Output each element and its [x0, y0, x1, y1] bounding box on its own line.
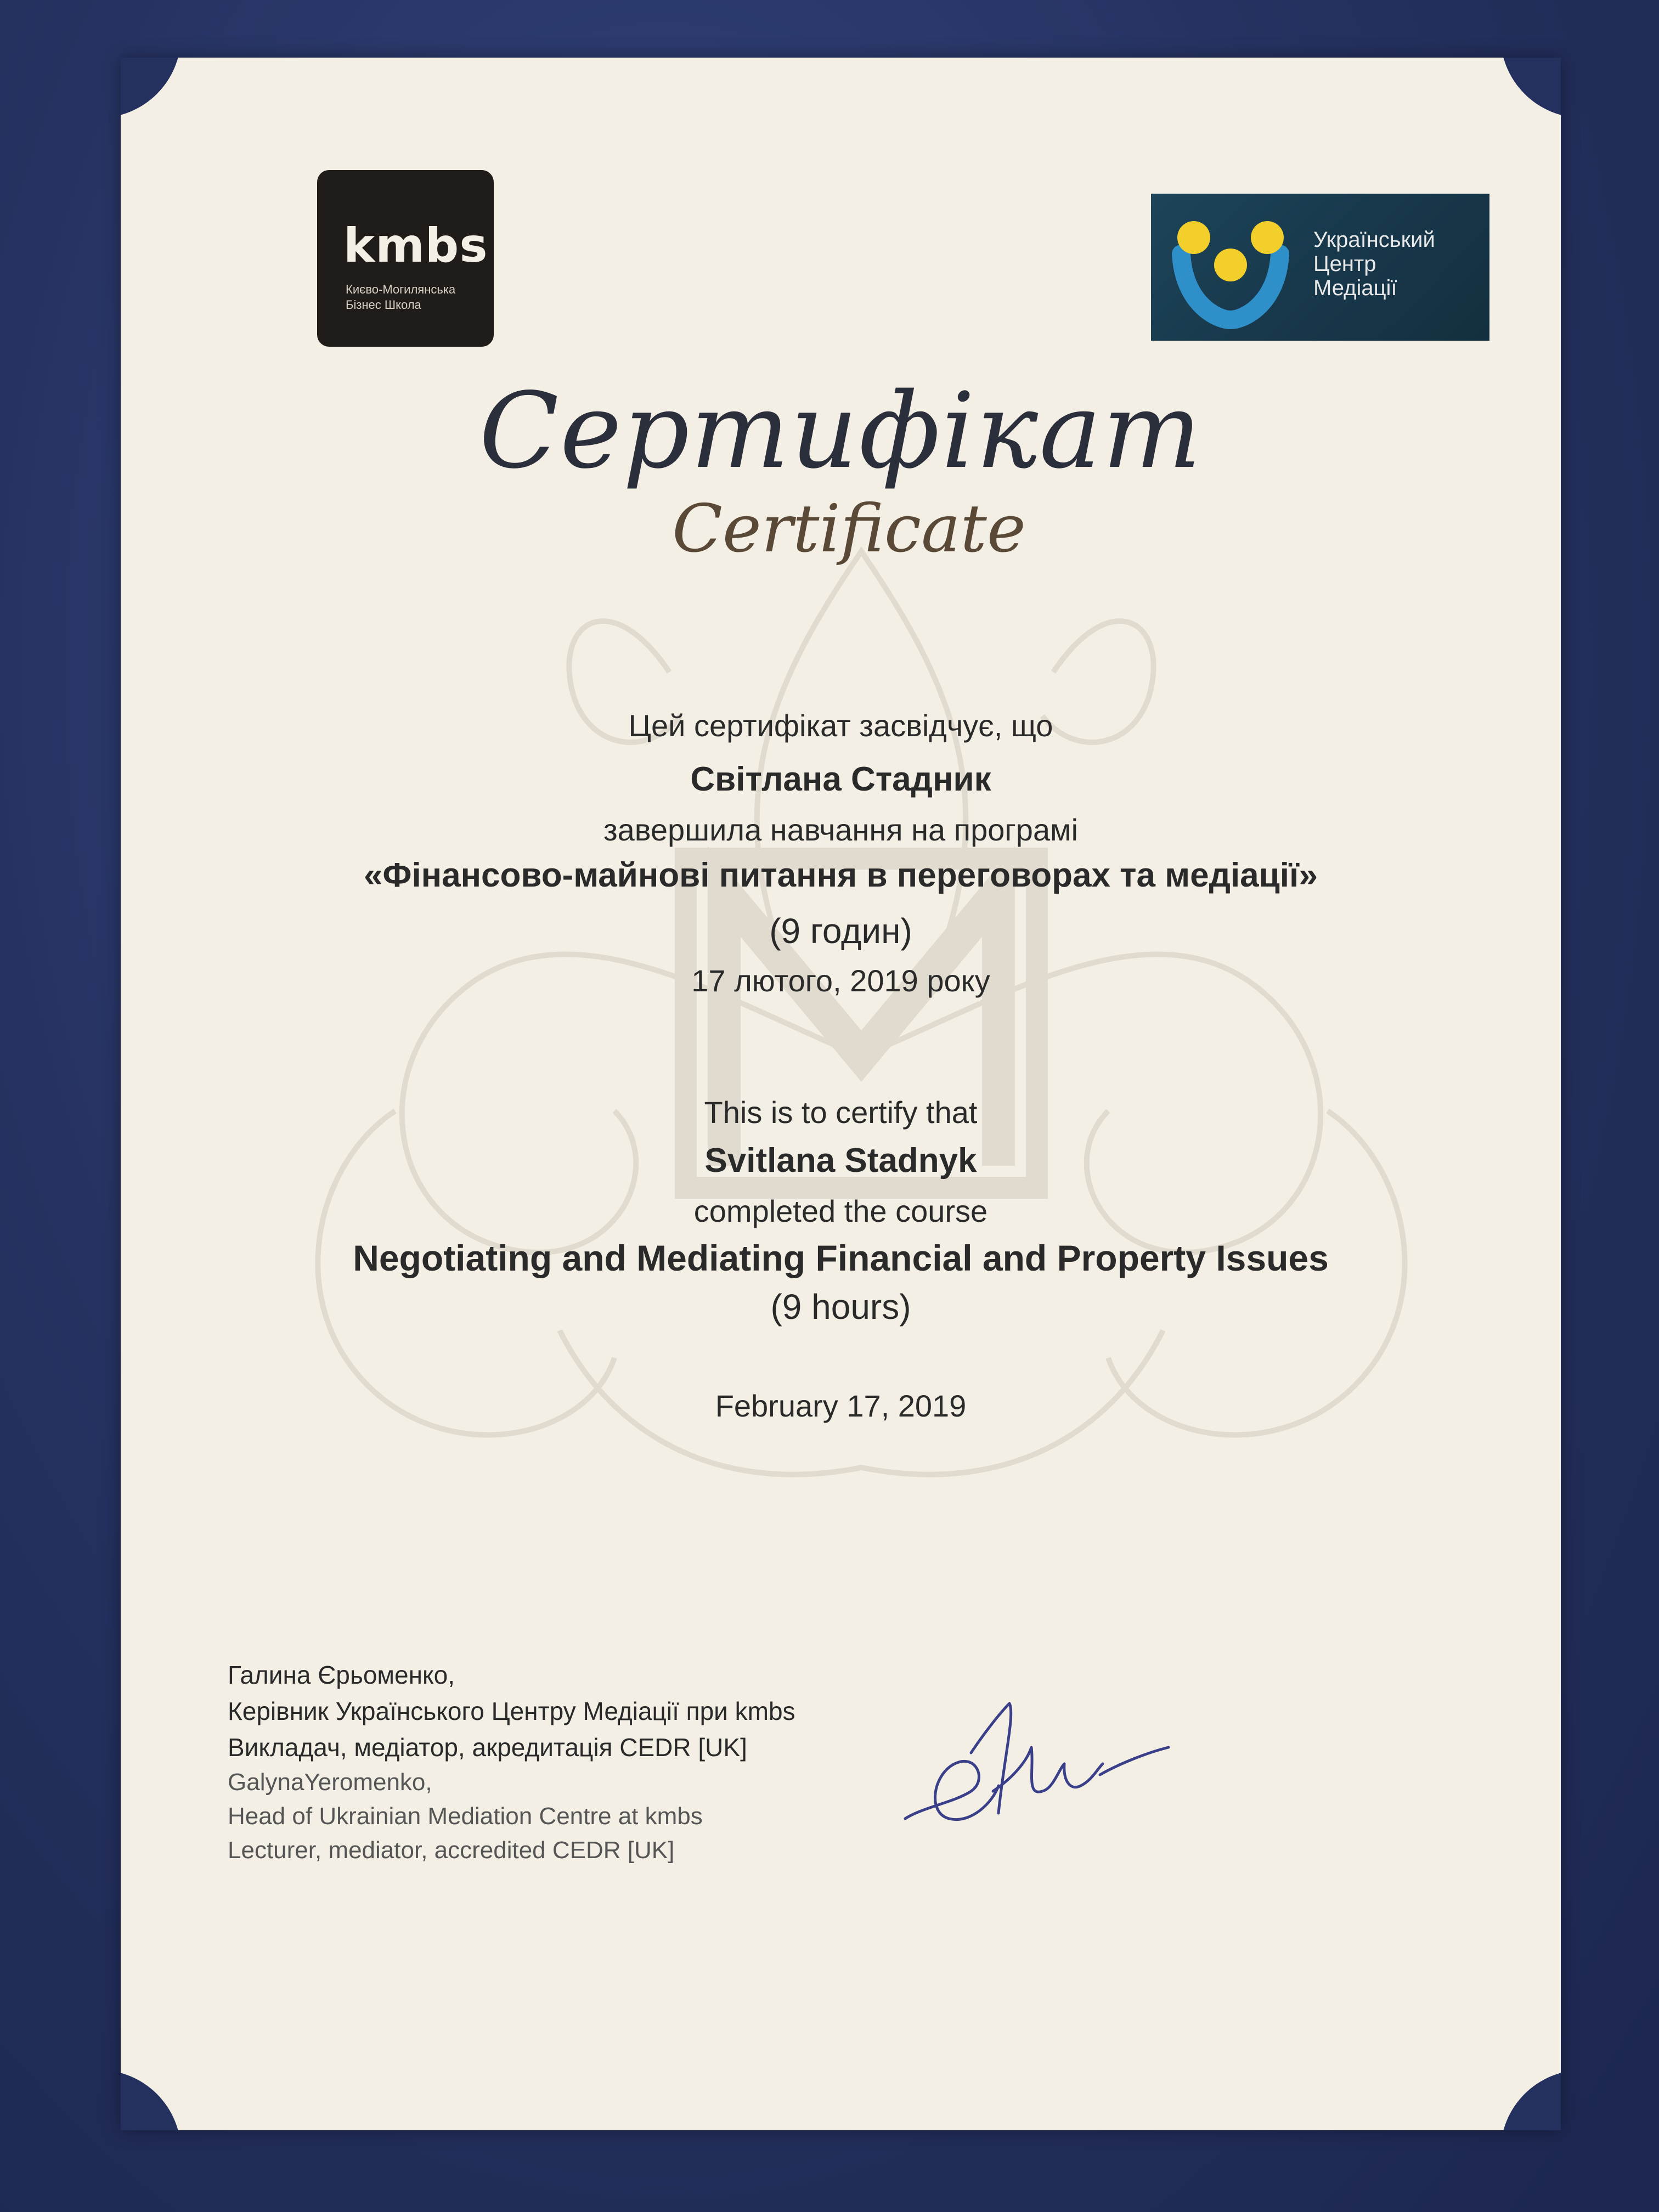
ucm-logo	[1151, 194, 1489, 341]
en-program-title: Negotiating and Mediating Financial and Property Issues	[353, 1238, 1329, 1278]
signer-name-en: GalynaYeromenko,	[228, 1769, 432, 1796]
ucm-line3: Медіації	[1313, 276, 1397, 300]
ucm-line2: Центр	[1313, 252, 1376, 276]
en-completed-text: completed the course	[693, 1194, 988, 1228]
ucm-line1: Український	[1313, 228, 1435, 252]
en-recipient-name: Svitlana Stadnyk	[704, 1142, 977, 1180]
ucm-logo-text	[1313, 228, 1483, 300]
certificate-paper	[121, 58, 1561, 2130]
en-duration: (9 hours)	[770, 1287, 911, 1327]
corner-tab-top-right	[1500, 58, 1561, 118]
ua-completed-text: завершила навчання на програмі	[603, 812, 1079, 847]
signer-name-ua: Галина Єрьоменко,	[228, 1661, 455, 1689]
ua-duration: (9 годин)	[769, 911, 912, 951]
title-ukrainian: Сертифікат	[479, 370, 1203, 492]
signer-block	[228, 1657, 941, 1867]
watermark-ornament	[230, 507, 1492, 1605]
title-english: Certificate	[672, 491, 1026, 567]
corner-tab-bottom-left	[121, 2070, 181, 2130]
handwritten-signature	[889, 1681, 1174, 1868]
ucm-logo-mark-icon	[1151, 194, 1310, 341]
ua-intro: Цей сертифікат засвідчує, що	[628, 708, 1053, 743]
kmbs-logo-name: kmbs	[343, 218, 488, 273]
corner-tab-top-left	[121, 58, 181, 118]
kmbs-logo-subtitle	[346, 282, 488, 313]
ua-date: 17 лютого, 2019 року	[691, 963, 990, 998]
corner-tab-bottom-right	[1500, 2070, 1561, 2130]
kmbs-logo	[317, 170, 494, 347]
signer-role-ua: Керівник Українського Центру Медіації при kmbs	[228, 1697, 795, 1725]
en-date: February 17, 2019	[715, 1389, 967, 1423]
kmbs-subtitle-line2: Бізнес Школа	[346, 298, 421, 312]
ua-program-title: «Фінансово-майнові питання в переговорах та медіації»	[364, 856, 1318, 894]
signer-credentials-en: Lecturer, mediator, accredited CEDR [UK]	[228, 1837, 675, 1864]
signer-credentials-ua: Викладач, медіатор, акредитація CEDR [UK]	[228, 1733, 747, 1762]
kmbs-subtitle-line1: Києво-Могилянська	[346, 283, 456, 296]
signer-role-en: Head of Ukrainian Mediation Centre at kmbs	[228, 1803, 703, 1830]
ua-recipient-name: Світлана Стадник	[690, 760, 991, 798]
en-intro: This is to certify that	[704, 1095, 978, 1130]
